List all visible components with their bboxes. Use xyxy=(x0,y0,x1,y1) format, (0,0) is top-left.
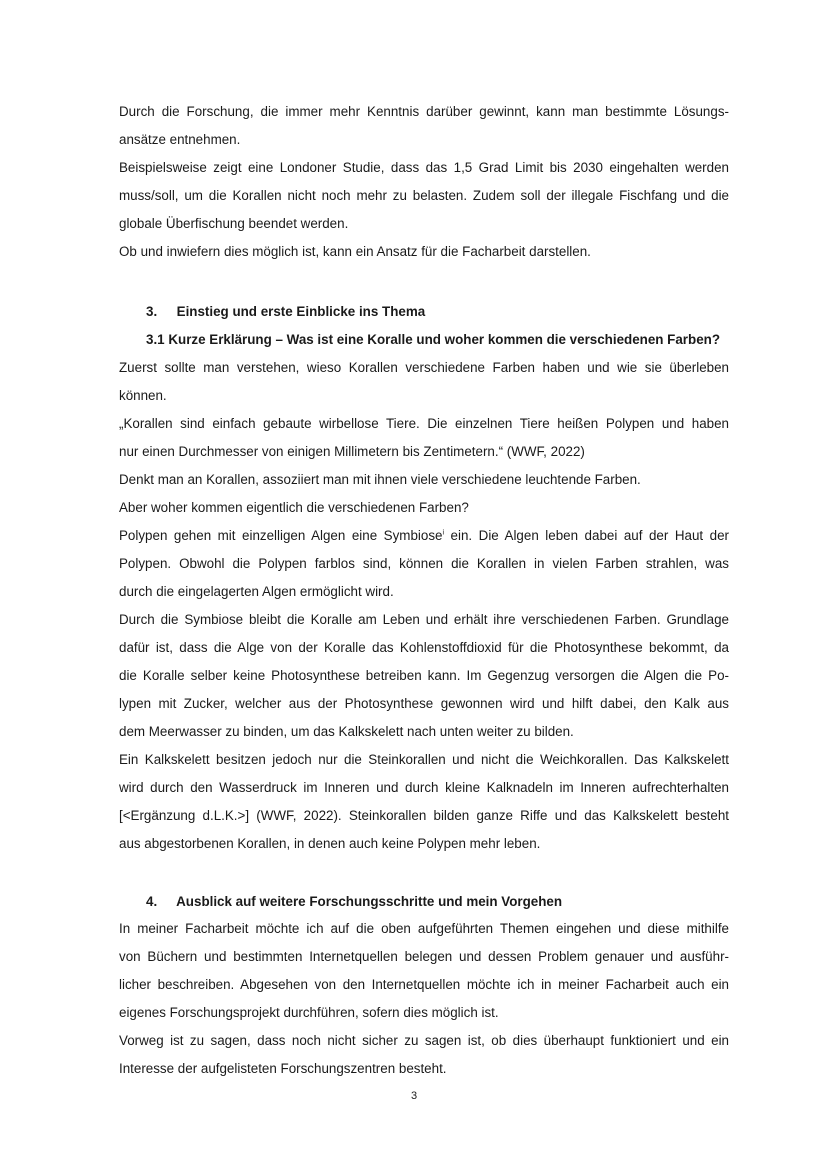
text-line: „Korallen sind einfach gebaute wirbellose Tiere. Die einzelnen Tiere heißen Polypen und haben xyxy=(119,416,729,431)
text-line: Beispielsweise zeigt eine Londoner Studie, dass das 1,5 Grad Limit bis 2030 eingehalten werden xyxy=(119,160,729,175)
text-line: aus abgestorbenen Korallen, in denen auch keine Polypen mehr leben. xyxy=(119,836,541,851)
text-line: Vorweg ist zu sagen, dass noch nicht sicher zu sagen ist, ob dies überhaupt funktioniert und ein xyxy=(119,1033,729,1048)
text-line: Polypen. Obwohl die Polypen farblos sind, können die Korallen in vielen Farben strahlen, was xyxy=(119,556,729,571)
text-line: Ob und inwiefern dies möglich ist, kann ein Ansatz für die Facharbeit darstellen. xyxy=(119,244,591,259)
text-line: Denkt man an Korallen, assoziiert man mit ihnen viele verschiedene leuchtende Farben. xyxy=(119,472,641,487)
text-line: nur einen Durchmesser von einigen Millimetern bis Zentimetern.“ (WWF, 2022) xyxy=(119,444,585,459)
text-line: wird durch den Wasserdruck im Inneren und durch kleine Kalknadeln im Inneren aufrechterhalten xyxy=(119,780,729,795)
text-line: muss/soll, um die Korallen nicht noch mehr zu belasten. Zudem soll der illegale Fischfang und die xyxy=(119,188,729,203)
text-line: ansätze entnehmen. xyxy=(119,132,241,147)
subsection-number: 3.1 xyxy=(146,332,165,347)
text-line: durch die eingelagerten Algen ermöglicht wird. xyxy=(119,584,394,599)
page-number: 3 xyxy=(410,1090,418,1102)
text-line: von Büchern und bestimmten Internetquellen belegen und dessen Problem genauer und ausführ- xyxy=(119,949,729,964)
text-line: können. xyxy=(119,388,167,403)
section-title: Einstieg und erste Einblicke ins Thema xyxy=(176,304,426,319)
subsection-heading xyxy=(146,330,746,350)
footnote-mark[interactable]: i xyxy=(442,529,445,537)
text-segment: Polypen gehen mit einzelligen Algen eine Symbiose xyxy=(119,528,443,543)
text-line: Aber woher kommen eigentlich die verschiedenen Farben? xyxy=(119,500,469,515)
subsection-title: Kurze Erklärung – Was ist eine Koralle und woher kommen die verschiedenen Farben? xyxy=(168,332,721,347)
text-line: Ein Kalkskelett besitzen jedoch nur die Steinkorallen und nicht die Weichkorallen. Das Kalkskelett xyxy=(119,752,729,767)
text-line: eigenes Forschungsprojekt durchführen, sofern dies möglich ist. xyxy=(119,1005,499,1020)
text-line: die Koralle selber keine Photosynthese betreiben kann. Im Gegenzug versorgen die Algen die Po- xyxy=(119,668,729,683)
text-line: [<Ergänzung d.L.K.>] (WWF, 2022). Steinkorallen bilden ganze Riffe und das Kalkskelett besteht xyxy=(119,808,729,823)
text-line: In meiner Facharbeit möchte ich auf die oben aufgeführten Themen eingehen und diese mithilfe xyxy=(119,921,729,936)
text-line: Durch die Forschung, die immer mehr Kenntnis darüber gewinnt, kann man bestimmte Lösungs- xyxy=(119,104,729,119)
section-title: Ausblick auf weitere Forschungsschritte und mein Vorgehen xyxy=(176,894,563,909)
text-line: licher beschreiben. Abgesehen von den Internetquellen möchte ich in meiner Facharbeit auch ein xyxy=(119,977,729,992)
text-line: dem Meerwasser zu binden, um das Kalkskelett nach unten weiter zu bilden. xyxy=(119,724,574,739)
text-line: lypen mit Zucker, welcher aus der Photosynthese gewonnen wird und hilft dabei, den Kalk aus xyxy=(119,696,729,711)
text-line: globale Überfischung beendet werden. xyxy=(119,216,349,231)
section-number: 3. xyxy=(146,304,158,319)
text-line: dafür ist, dass die Alge von der Koralle das Kohlenstoffdioxid für die Photosynthese bekommt, da xyxy=(119,640,729,655)
text-segment: ein. Die Algen leben dabei auf der Haut der xyxy=(444,528,729,543)
section-heading xyxy=(146,302,729,322)
text-line: Durch die Symbiose bleibt die Koralle am Leben und erhält ihre verschiedenen Farben. Grundlage xyxy=(119,612,729,627)
text-line: Zuerst sollte man verstehen, wieso Korallen verschiedene Farben haben und wie sie überleben xyxy=(119,360,729,375)
text-line-with-footnote xyxy=(119,526,729,546)
text-line: Interesse der aufgelisteten Forschungszentren besteht. xyxy=(119,1061,447,1076)
section-number: 4. xyxy=(146,894,158,909)
section-heading xyxy=(146,892,729,912)
